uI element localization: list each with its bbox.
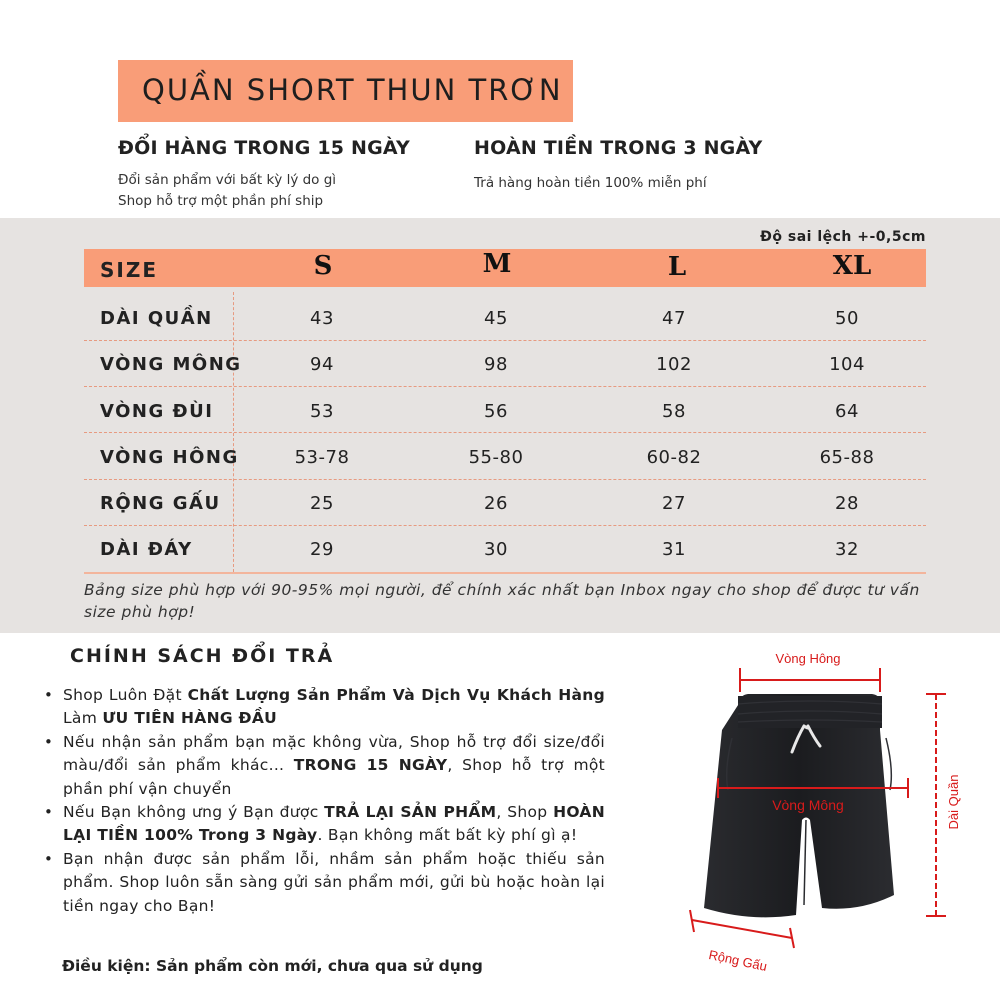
refund-line: Trả hàng hoàn tiền 100% miễn phí [474,175,707,191]
exchange-heading: ĐỔI HÀNG TRONG 15 NGÀY [118,137,410,159]
refund-heading: HOÀN TIỀN TRONG 3 NGÀY [474,137,763,159]
policy-text: Shop Luôn Đặt [63,686,188,704]
table-cell: 31 [662,539,686,560]
return-condition: Điều kiện: Sản phẩm còn mới, chưa qua sử dụng [62,957,483,975]
hip-label: Vòng Hông [775,651,841,666]
table-cell: 94 [310,354,334,375]
policy-text: TRẢ LẠI SẢN PHẨM [324,803,497,822]
table-cell: 60-82 [646,447,702,468]
table-cell: 29 [310,539,334,560]
bullet-icon: • [44,686,54,704]
table-cell: 25 [310,493,334,514]
return-policy-list [44,684,606,918]
table-cell: 30 [484,539,508,560]
table-cell: 65-88 [819,447,875,468]
row-divider [84,386,926,387]
shorts-measurement-diagram [680,640,980,980]
exchange-line: Shop hỗ trợ một phần phí ship [118,193,324,209]
page-title: QUẦN SHORT THUN TRƠN [142,73,563,107]
policy-text: , Shop [496,803,554,822]
table-bottom-border [84,572,926,574]
table-cell: 53 [310,401,334,422]
policy-text: Chất Lượng Sản Phẩm Và Dịch Vụ Khách Hàng [187,686,606,704]
table-cell: 53-78 [294,447,350,468]
table-cell: 64 [835,401,859,422]
row-divider [84,432,926,433]
policy-item [44,731,605,801]
table-cell: 47 [662,308,686,329]
table-cell: 32 [835,539,859,560]
policy-text: Nếu Bạn không ưng ý Bạn được [63,803,325,822]
tolerance-note: Độ sai lệch +-0,5cm [760,229,926,245]
table-cell: 50 [835,308,859,329]
policy-text: TRONG 15 NGÀY [293,756,448,775]
table-cell: 26 [484,493,508,514]
table-cell: 28 [835,493,859,514]
table-row-label: VÒNG HÔNG [100,447,239,468]
table-row-label: DÀI ĐÁY [100,539,193,560]
policy-text: Nếu nhận sản phẩm bạn mặc không vừa, Shop hỗ trợ đổi size/đổi màu/đổi sản phẩm khác... [63,732,605,775]
table-cell: 104 [829,354,865,375]
row-divider [84,525,926,526]
row-divider [84,340,926,341]
exchange-line: Đổi sản phẩm với bất kỳ lý do gì [118,172,337,188]
table-cell: 56 [484,401,508,422]
size-advice-note: Bảng size phù hợp với 90-95% mọi người, để chính xác nhất bạn Inbox ngay cho shop để được tư vấn size phù hợp! [84,581,920,621]
length-label: Dài Quần [946,774,961,830]
seat-label: Vòng Mông [772,797,844,813]
policy-item [44,848,605,918]
bullet-icon: • [44,732,54,751]
table-cell: 45 [484,308,508,329]
table-row-label: VÒNG MÔNG [100,354,242,375]
table-cell: 102 [656,354,692,375]
table-cell: 58 [662,401,686,422]
policy-text: ƯU TIÊN HÀNG ĐẦU [102,709,278,728]
table-row-label: RỘNG GẤU [100,493,221,514]
policy-text: Bạn nhận được sản phẩm lỗi, nhầm sản phẩm hoặc thiếu sản phẩm. Shop luôn sẵn sàng gửi sản phẩm mới, gửi bù hoặc hoàn lại tiền ngay cho Bạn! [63,849,605,915]
policy-text: , Shop hỗ trợ một phần phí vận chuyển [63,756,605,798]
policy-item [44,801,605,848]
hem-label: Rộng Gấu [707,946,769,974]
table-row-label: VÒNG ĐÙI [100,401,214,422]
return-policy-title: CHÍNH SÁCH ĐỔI TRẢ [70,645,335,667]
table-cell: 55-80 [468,447,524,468]
size-column-xl: XL [832,251,872,281]
table-cell: 27 [662,493,686,514]
size-column-m: M [482,249,512,279]
policy-item [44,684,606,731]
policy-text: . Bạn không mất bất kỳ phí gì ạ! [317,826,578,845]
policy-text: Làm [63,709,103,728]
table-cell: 98 [484,354,508,375]
policy-text: HOÀN LẠI TIỀN 100% Trong 3 Ngày [63,803,605,845]
bullet-icon: • [44,803,54,822]
size-header-label: SIZE [100,258,159,282]
hem-measure-line [692,920,792,938]
table-cell: 43 [310,308,334,329]
row-divider [84,479,926,480]
table-row-label: DÀI QUẦN [100,308,213,329]
size-column-s: S [313,251,333,281]
bullet-icon: • [44,849,54,868]
size-column-l: L [667,252,687,282]
